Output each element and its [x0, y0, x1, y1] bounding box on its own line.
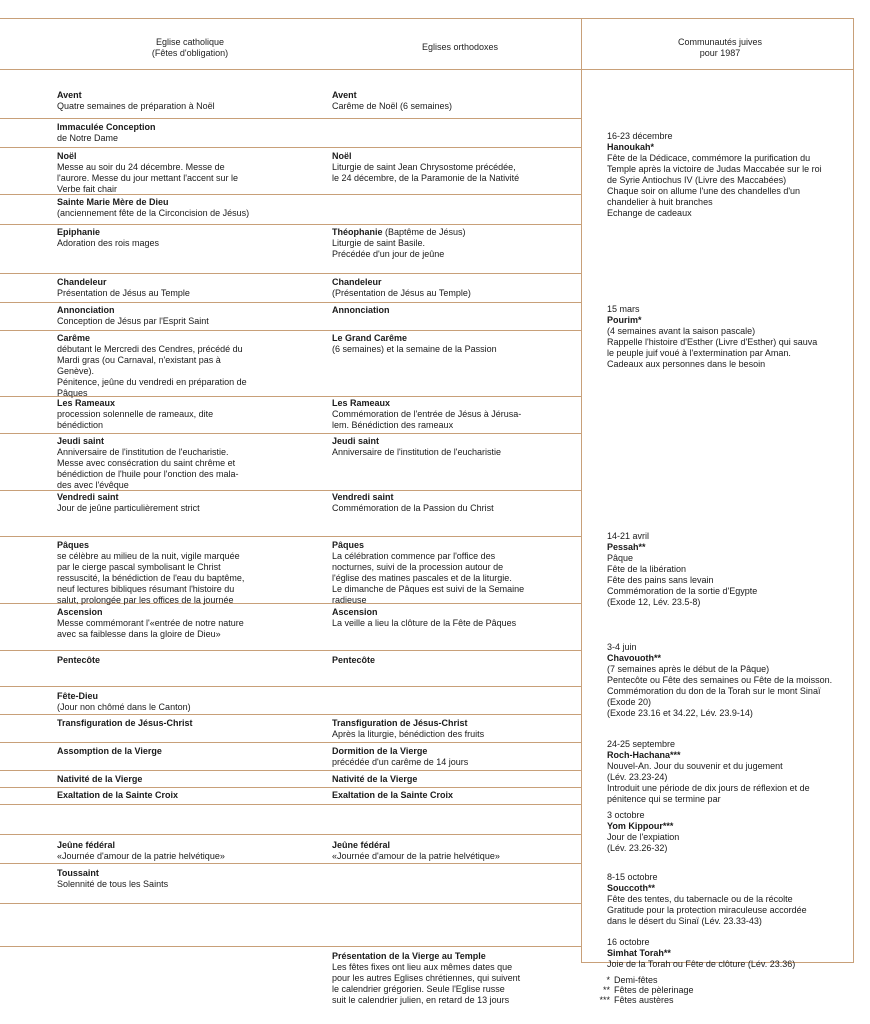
- holiday-title-extra: (Baptême de Jésus): [382, 227, 466, 237]
- holiday-entry: [332, 492, 544, 514]
- row-rule: [0, 787, 581, 788]
- holiday-title-text: Les Rameaux: [57, 398, 116, 408]
- holiday-title: [332, 746, 544, 757]
- holiday-description: de Notre Dame: [57, 133, 119, 143]
- holiday-entry: [57, 122, 272, 144]
- holiday-description: La veille a lieu la clôture de la Fête de Pâques: [332, 618, 517, 628]
- holiday-entry: [57, 607, 272, 640]
- holiday-entry: [332, 151, 544, 184]
- holiday-title: [332, 398, 544, 409]
- holiday-title-text: Toussaint: [57, 868, 99, 878]
- holiday-entry: [57, 868, 272, 890]
- holiday-title-text: Pentecôte: [332, 655, 376, 665]
- holiday-entry: [57, 90, 272, 112]
- holiday-entry: [57, 197, 272, 219]
- holiday-description: La célébration commence par l'office des nocturnes, suivi de la procession autour de l'église des matines pascales et de la liturgie. Le dimanche de Pâques est suivi de la Semaine radieuse: [332, 551, 525, 605]
- holiday-title-text: Epiphanie: [57, 227, 101, 237]
- holiday-description: Après la liturgie, bénédiction des fruits: [332, 729, 485, 739]
- legend-stars: **: [602, 985, 610, 995]
- holiday-description: Jour de jeûne particulièrement strict: [57, 503, 200, 513]
- holiday-entry: [57, 718, 272, 729]
- holiday-title: [57, 227, 272, 238]
- holiday-description: se célèbre au milieu de la nuit, vigile marquée par le cierge pascal symbolisant le Christ ressuscité, la bénédiction de l'eau du baptême, neuf lectures bibliques résumant l'histoire du salut, prolongée par les offices de la journée: [57, 551, 245, 605]
- row-rule: [0, 302, 581, 303]
- holiday-title: [332, 774, 544, 785]
- holiday-title: [332, 492, 544, 503]
- holiday-title-text: Avent: [57, 90, 82, 100]
- holiday-note: (4 semaines avant la saison pascale): [607, 326, 756, 336]
- holiday-name: Chavouoth**: [607, 653, 661, 663]
- legend-stars: ***: [599, 995, 610, 1005]
- holiday-description: (anciennement fête de la Circoncision de Jésus): [57, 208, 250, 218]
- holiday-description: Solennité de tous les Saints: [57, 879, 169, 889]
- holiday-entry: [57, 540, 272, 606]
- holiday-description: Les fêtes fixes ont lieu aux mêmes dates que pour les autres Eglises chrétiennes, qui suivent le calendrier grégorien. Seule l'Eglise russe suit le calendrier julien, en retard de 13 jours: [332, 962, 521, 1005]
- holiday-title: [332, 305, 544, 316]
- holiday-title-text: Carême: [57, 333, 91, 343]
- row-rule: [0, 770, 581, 771]
- holiday-title: [57, 655, 272, 666]
- legend-row: [596, 995, 694, 1005]
- holiday-title-text: Chandeleur: [57, 277, 107, 287]
- row-rule: [0, 147, 581, 148]
- holiday-title-text: Transfiguration de Jésus-Christ: [57, 718, 193, 728]
- holiday-title: [332, 607, 544, 618]
- holiday-description: Messe au soir du 24 décembre. Messe de l'aurore. Messe du jour mettant l'accent sur le Verbe fait chair: [57, 162, 239, 194]
- top-rule: [0, 18, 854, 19]
- holiday-title: [57, 436, 272, 447]
- holiday-entry: [332, 277, 544, 299]
- holiday-title: [57, 492, 272, 503]
- jewish-holiday: [607, 937, 854, 970]
- holiday-description: Conception de Jésus par l'Esprit Saint: [57, 316, 209, 326]
- holiday-title-text: Sainte Marie Mère de Dieu: [57, 197, 169, 207]
- holiday-title: [332, 277, 544, 288]
- holiday-date: 16 octobre: [607, 937, 650, 947]
- holiday-description: débutant le Mercredi des Cendres, précédé du Mardi gras (ou Carnaval, n'existant pas à Genève). Pénitence, jeûne du vendredi en préparation de Pâques: [57, 344, 247, 398]
- holiday-title: [332, 436, 544, 447]
- holiday-title-text: Les Rameaux: [332, 398, 391, 408]
- holiday-title-text: Annonciation: [332, 305, 390, 315]
- holiday-entry: [57, 655, 272, 666]
- row-rule: [0, 946, 581, 947]
- holiday-name: Pessah**: [607, 542, 646, 552]
- holiday-date: 3-4 juin: [607, 642, 637, 652]
- holiday-entry: [57, 333, 272, 399]
- holiday-entry: [57, 790, 272, 801]
- holiday-description: Commémoration de la Passion du Christ: [332, 503, 494, 513]
- holiday-description: Pentecôte ou Fête des semaines ou Fête de la moisson. Commémoration du don de la Torah sur le mont Sinaï (Exode 20) (Exode 23.16 et 34.22, Lév. 23.9-14): [607, 675, 833, 718]
- holiday-entry: [332, 655, 544, 666]
- holiday-title: [332, 333, 544, 344]
- legend-label: Demi-fêtes: [614, 975, 658, 985]
- jewish-holiday: [607, 131, 854, 219]
- holiday-title: [57, 607, 272, 618]
- row-rule: [0, 714, 581, 715]
- holiday-title-text: Pâques: [57, 540, 90, 550]
- holiday-title-text: Noël: [57, 151, 77, 161]
- holiday-entry: [332, 398, 544, 431]
- holiday-entry: [57, 436, 272, 491]
- holiday-description: précédée d'un carême de 14 jours: [332, 757, 469, 767]
- legend-row: [596, 985, 694, 995]
- holiday-title: [332, 718, 544, 729]
- holiday-title: [57, 868, 272, 879]
- row-rule: [0, 742, 581, 743]
- jewish-holiday: [607, 642, 854, 719]
- holiday-description: Nouvel-An. Jour du souvenir et du jugement (Lév. 23.23-24) Introduit une période de dix jours de réflexion et de pénitence qui se termine par: [607, 761, 810, 804]
- holiday-entry: [57, 746, 272, 757]
- holiday-description: Liturgie de saint Basile. Précédée d'un jour de jeûne: [332, 238, 445, 259]
- holiday-entry: [57, 305, 272, 327]
- holiday-date: 15 mars: [607, 304, 640, 314]
- holiday-title-text: Avent: [332, 90, 357, 100]
- holiday-title: [57, 197, 272, 208]
- holiday-entry: [332, 333, 544, 355]
- holiday-title: [332, 790, 544, 801]
- holiday-title-text: Vendredi saint: [57, 492, 119, 502]
- holiday-title-text: Assomption de la Vierge: [57, 746, 162, 756]
- holiday-title-text: Immaculée Conception: [57, 122, 156, 132]
- holiday-title: [57, 305, 272, 316]
- holiday-title: [57, 398, 272, 409]
- header-catholic: Eglise catholique (Fêtes d'obligation): [151, 37, 229, 58]
- legend-stars: *: [606, 975, 610, 985]
- holiday-title: [57, 746, 272, 757]
- holiday-description: (Jour non chômé dans le Canton): [57, 702, 191, 712]
- legend-label: Fêtes de pèlerinage: [614, 985, 694, 995]
- holiday-title: [57, 691, 272, 702]
- holiday-title: [332, 151, 544, 162]
- holiday-title-text: Jeudi saint: [57, 436, 105, 446]
- holiday-title-text: Pentecôte: [57, 655, 101, 665]
- holiday-description: «Journée d'amour de la patrie helvétique»: [57, 851, 225, 861]
- holiday-title: [57, 333, 272, 344]
- holiday-name: Pourim*: [607, 315, 642, 325]
- holiday-date: 16-23 décembre: [607, 131, 673, 141]
- holiday-entry: [57, 492, 272, 514]
- holiday-description: procession solennelle de rameaux, dite bénédiction: [57, 409, 214, 430]
- row-rule: [0, 536, 581, 537]
- holiday-title-text: Nativité de la Vierge: [332, 774, 418, 784]
- holiday-title-text: Vendredi saint: [332, 492, 394, 502]
- holiday-entry: [332, 746, 544, 768]
- jewish-holiday: [607, 304, 854, 370]
- column-divider: [581, 18, 582, 962]
- header-orthodox: Eglises orthodoxes: [421, 42, 499, 52]
- holiday-title-text: Nativité de la Vierge: [57, 774, 143, 784]
- holiday-description: Anniversaire de l'institution de l'eucharistie. Messe avec consécration du saint chrême et bénédiction de l'huile pour l'onction des mala- des avec l'évêque: [57, 447, 239, 490]
- row-rule: [0, 273, 581, 274]
- holiday-entry: [332, 540, 544, 606]
- holiday-description: Carême de Noël (6 semaines): [332, 101, 453, 111]
- holiday-title: [57, 718, 272, 729]
- jewish-holiday: [607, 531, 854, 608]
- row-rule: [0, 650, 581, 651]
- holiday-title-text: Annonciation: [57, 305, 115, 315]
- holiday-title: [57, 540, 272, 551]
- holiday-title-text: Exaltation de la Sainte Croix: [57, 790, 179, 800]
- holiday-entry: [332, 305, 544, 316]
- holiday-title-text: Fête-Dieu: [57, 691, 99, 701]
- holiday-title: [332, 655, 544, 666]
- holiday-name: Souccoth**: [607, 883, 656, 893]
- holiday-entry: [332, 607, 544, 629]
- row-rule: [0, 834, 581, 835]
- holiday-entry: [332, 718, 544, 740]
- holiday-entry: [332, 436, 544, 458]
- holiday-description: Quatre semaines de préparation à Noël: [57, 101, 215, 111]
- holiday-date: 14-21 avril: [607, 531, 650, 541]
- holiday-title: [332, 90, 544, 101]
- holiday-description: Fête des tentes, du tabernacle ou de la récolte Gratitude pour la protection miraculeuse accordée dans le désert du Sinaï (Lév. 23.33-43): [607, 894, 807, 926]
- row-rule: [0, 224, 581, 225]
- holiday-description: Messe commémorant l'«entrée de notre nature avec sa faiblesse dans la gloire de Dieu»: [57, 618, 244, 639]
- holiday-description: Adoration des rois mages: [57, 238, 160, 248]
- holiday-title-text: Exaltation de la Sainte Croix: [332, 790, 454, 800]
- holiday-entry: [332, 227, 544, 260]
- holiday-title-text: Ascension: [57, 607, 103, 617]
- holiday-title-text: Jeûne fédéral: [57, 840, 116, 850]
- row-rule: [0, 804, 581, 805]
- header-rule: [0, 69, 854, 70]
- legend: [596, 975, 694, 1005]
- holiday-title-text: Jeudi saint: [332, 436, 380, 446]
- holiday-title: [57, 840, 272, 851]
- holiday-title: [57, 151, 272, 162]
- holiday-title: [332, 840, 544, 851]
- holiday-date: 3 octobre: [607, 810, 645, 820]
- holiday-description: (6 semaines) et la semaine de la Passion: [332, 344, 497, 354]
- holiday-title-text: Chandeleur: [332, 277, 382, 287]
- holiday-entry: [57, 277, 272, 299]
- holiday-description: (Présentation de Jésus au Temple): [332, 288, 471, 298]
- legend-row: [596, 975, 694, 985]
- holiday-title-text: Le Grand Carême: [332, 333, 408, 343]
- holiday-entry: [57, 840, 272, 862]
- holiday-entry: [57, 151, 272, 195]
- holiday-entry: [57, 691, 272, 713]
- holiday-title: [57, 90, 272, 101]
- holiday-title: [57, 122, 272, 133]
- holiday-title: [57, 790, 272, 801]
- holiday-title-text: Ascension: [332, 607, 378, 617]
- holiday-title-text: Présentation de la Vierge au Temple: [332, 951, 486, 961]
- holiday-entry: [57, 398, 272, 431]
- holiday-title-text: Noël: [332, 151, 352, 161]
- jewish-holiday: [607, 810, 854, 854]
- holiday-entry: [332, 774, 544, 785]
- holiday-entry: [332, 951, 544, 1006]
- holiday-description: Pâque Fête de la libération Fête des pains sans levain Commémoration de la sortie d'Egypte (Exode 12, Lév. 23.5-8): [607, 553, 758, 607]
- holiday-description: Présentation de Jésus au Temple: [57, 288, 190, 298]
- holiday-description: Joie de la Torah ou Fête de clôture (Lév. 23.36): [607, 959, 796, 969]
- holiday-description: Rappelle l'histoire d'Esther (Livre d'Esther) qui sauva le peuple juif voué à l'extermination par Aman. Cadeaux aux personnes dans le besoin: [607, 337, 818, 369]
- holiday-name: Roch-Hachana***: [607, 750, 681, 760]
- holiday-description: Liturgie de saint Jean Chrysostome précédée, le 24 décembre, de la Paramonie de la Nativité: [332, 162, 520, 183]
- holiday-description: Anniversaire de l'institution de l'eucharistie: [332, 447, 502, 457]
- holiday-name: Hanoukah*: [607, 142, 655, 152]
- row-rule: [0, 330, 581, 331]
- jewish-holiday: [607, 872, 854, 927]
- holiday-title-text: Transfiguration de Jésus-Christ: [332, 718, 468, 728]
- jewish-holiday: [607, 739, 854, 805]
- holiday-date: 8-15 octobre: [607, 872, 658, 882]
- holiday-description: Commémoration de l'entrée de Jésus à Jérusa- lem. Bénédiction des rameaux: [332, 409, 522, 430]
- holiday-title: [57, 774, 272, 785]
- row-rule: [0, 863, 581, 864]
- holiday-date: 24-25 septembre: [607, 739, 676, 749]
- holiday-entry: [57, 227, 272, 249]
- holiday-entry: [332, 90, 544, 112]
- holiday-title-text: Dormition de la Vierge: [332, 746, 428, 756]
- holiday-entry: [57, 774, 272, 785]
- legend-label: Fêtes austères: [614, 995, 674, 1005]
- holiday-entry: [332, 840, 544, 862]
- holiday-name: Simhat Torah**: [607, 948, 671, 958]
- holiday-title-text: Jeûne fédéral: [332, 840, 391, 850]
- row-rule: [0, 903, 581, 904]
- holiday-note: (7 semaines après le début de la Pâque): [607, 664, 770, 674]
- holiday-title-text: Pâques: [332, 540, 365, 550]
- holiday-title: [332, 540, 544, 551]
- holiday-description: Jour de l'expiation (Lév. 23.26-32): [607, 832, 680, 853]
- holiday-description: Fête de la Dédicace, commémore la purification du Temple après la victoire de Judas Maccabée sur le roi de Syrie Antiochus IV (Livre des Maccabées) Chaque soir on allume l'une des chandelles d'un chandelier à huit branches Echange de cadeaux: [607, 153, 822, 218]
- holiday-name: Yom Kippour***: [607, 821, 674, 831]
- row-rule: [0, 433, 581, 434]
- header-jewish: Communautés juives pour 1987: [677, 37, 763, 58]
- holiday-title-text: Théophanie: [332, 227, 383, 237]
- row-rule: [0, 118, 581, 119]
- holiday-description: «Journée d'amour de la patrie helvétique»: [332, 851, 500, 861]
- holiday-title: [332, 951, 544, 962]
- row-rule: [0, 686, 581, 687]
- holiday-title: [332, 227, 544, 238]
- holiday-title: [57, 277, 272, 288]
- holiday-entry: [332, 790, 544, 801]
